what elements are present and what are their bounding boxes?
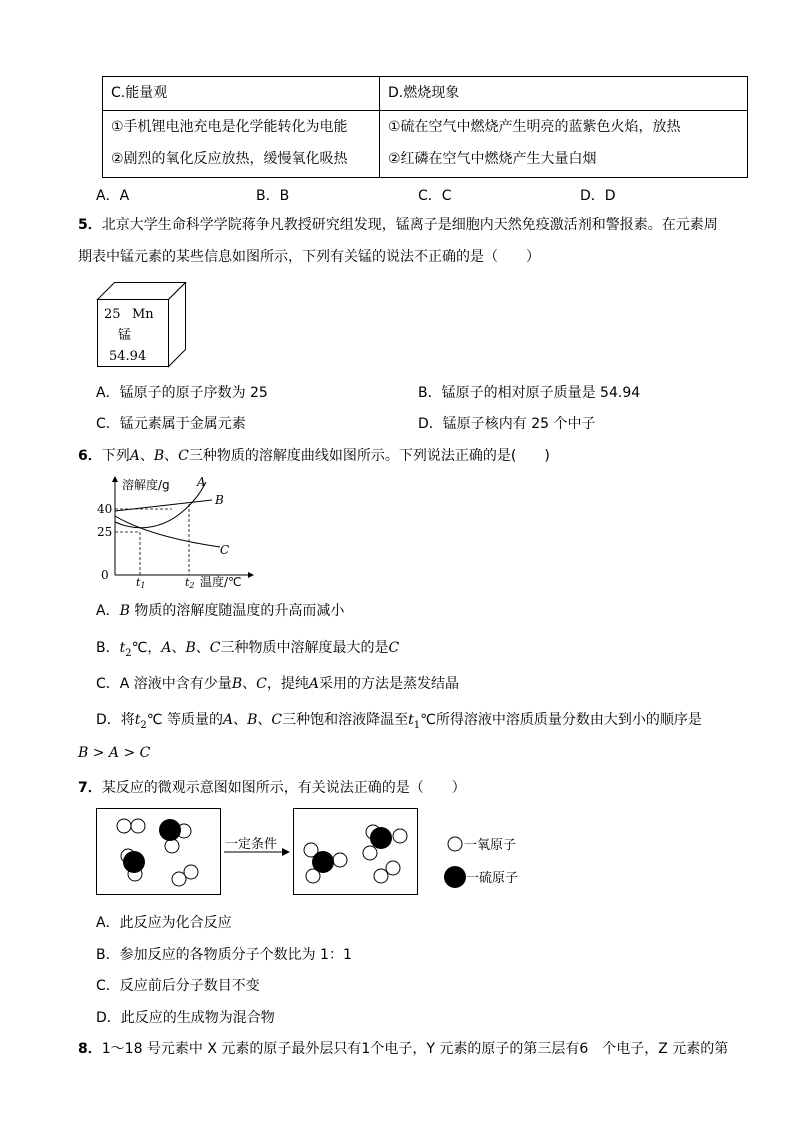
q4-option-b[interactable]: B．B xyxy=(256,188,290,204)
x-axis-label: 温度/℃ xyxy=(200,575,242,589)
curve-b xyxy=(115,500,212,511)
q8-stem: 8．1～18 号元素中 X 元素的原子最外层只有1个电子，Y 元素的原子的第三层有6 个电子，Z 元素的第 xyxy=(78,1041,729,1057)
q5-option-b[interactable]: B．锰原子的相对原子质量是 54.94 xyxy=(418,385,641,401)
table-header-c: C.能量观 xyxy=(103,77,380,111)
y-tick-40: 40 xyxy=(97,502,113,516)
curve-c xyxy=(115,516,220,547)
oxygen-legend-icon xyxy=(448,837,462,851)
q7-option-d[interactable]: D．此反应的生成物为混合物 xyxy=(96,1010,275,1026)
table-cell: ②剧烈的氧化反应放热，缓慢氧化吸热 xyxy=(111,151,348,167)
sulfur-atom xyxy=(159,819,181,841)
sulfur-atom xyxy=(312,851,334,873)
q4-option-d[interactable]: D．D xyxy=(580,188,616,204)
element-atomic-number: 25 xyxy=(104,307,121,322)
q6-option-a[interactable]: A．B 物质的溶解度随温度的升高而减小 xyxy=(96,603,345,619)
reaction-diagram xyxy=(94,806,554,898)
q6-option-b[interactable]: B．$t_2℃$，A、B、C三种物质中溶解度最大的是C xyxy=(96,640,400,659)
element-mass: 54.94 xyxy=(109,349,147,364)
series-label-a: A xyxy=(197,475,206,489)
legend-sulfur: 一硫原子 xyxy=(466,871,519,886)
reactant-box xyxy=(97,809,221,895)
sulfur-atom xyxy=(370,827,392,849)
x-tick-t2: t2 xyxy=(185,576,195,590)
q6-option-d[interactable]: D．将$t_2℃$ 等质量的A、B、C三种饱和溶液降温至$t_1℃$所得溶液中溶质质量分数由大到小的顺序是 xyxy=(96,712,702,731)
q5-stem-line1: 5．北京大学生命科学学院蒋争凡教授研究组发现，锰离子是细胞内天然免疫激活剂和警报素。在元素周 xyxy=(78,217,718,233)
series-label-c: C xyxy=(220,543,230,557)
solubility-chart xyxy=(92,474,254,590)
q5-stem-line2: 期表中锰元素的某些信息如图所示，下列有关锰的说法不正确的是（ ） xyxy=(78,249,540,265)
sulfur-atom xyxy=(123,851,145,873)
q7-option-c[interactable]: C．反应前后分子数目不变 xyxy=(96,978,260,994)
q7-option-a[interactable]: A．此反应为化合反应 xyxy=(96,915,232,931)
y-axis-label: 溶解度/g xyxy=(122,478,170,492)
x-axis-arrow xyxy=(248,572,254,578)
q6-stem: 6．下列A、B、C三种物质的溶解度曲线如图所示。下列说法正确的是( ) xyxy=(78,448,550,464)
x-tick-t1: t1 xyxy=(136,576,146,590)
q4-option-c[interactable]: C．C xyxy=(418,188,452,204)
sulfur-legend-icon xyxy=(444,866,466,888)
element-cell-diagram xyxy=(95,282,189,368)
q6-option-d-order: B > A > C xyxy=(78,745,151,761)
q7-option-b[interactable]: B．参加反应的各物质分子个数比为 1：1 xyxy=(96,947,352,963)
element-name: 锰 xyxy=(118,328,132,343)
q4-table xyxy=(102,76,748,178)
q7-stem: 7．某反应的微观示意图如图所示，有关说法正确的是（ ） xyxy=(78,780,466,796)
series-label-b: B xyxy=(215,493,224,507)
q5-option-c[interactable]: C．锰元素属于金属元素 xyxy=(96,416,246,432)
table-cell: ①硫在空气中燃烧产生明亮的蓝紫色火焰，放热 xyxy=(388,119,681,135)
element-symbol: Mn xyxy=(132,307,154,322)
reaction-condition: 一定条件 xyxy=(225,837,278,852)
q4-option-a[interactable]: A．A xyxy=(96,188,130,204)
y-tick-25: 25 xyxy=(97,525,113,539)
table-header-d: D.燃烧现象 xyxy=(380,77,748,111)
legend-oxygen: 一氧原子 xyxy=(464,838,517,853)
table-cell: ①手机锂电池充电是化学能转化为电能 xyxy=(111,119,348,135)
q5-option-a[interactable]: A．锰原子的原子序数为 25 xyxy=(96,385,268,401)
q6-option-c[interactable]: C．A 溶液中含有少量B、C，提纯A采用的方法是蒸发结晶 xyxy=(96,676,459,692)
q5-option-d[interactable]: D．锰原子核内有 25 个中子 xyxy=(418,416,596,432)
origin-label: 0 xyxy=(101,568,109,582)
y-axis-arrow xyxy=(112,476,118,482)
table-cell: ②红磷在空气中燃烧产生大量白烟 xyxy=(388,151,597,167)
